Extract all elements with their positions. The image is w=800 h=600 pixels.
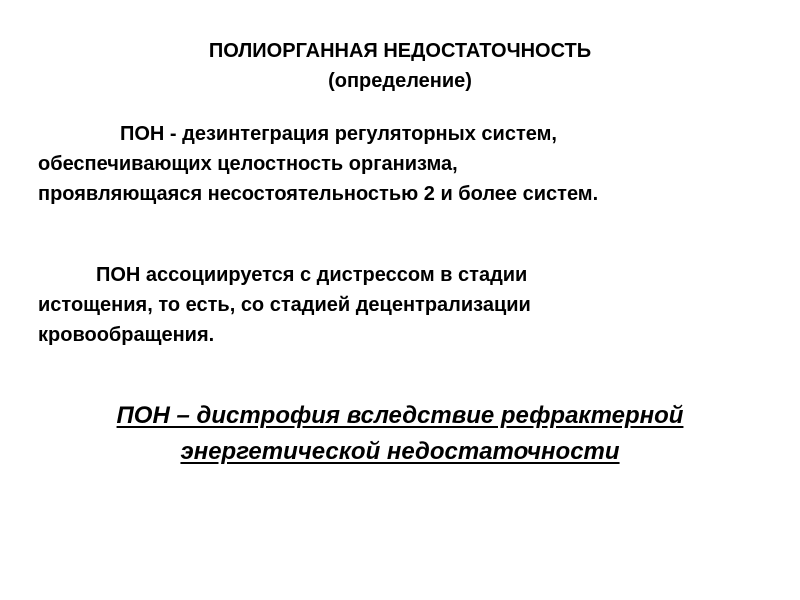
association-line-1: ПОН ассоциируется с дистрессом в стадии	[96, 264, 528, 286]
association-line-3: кровообращения.	[38, 324, 215, 346]
conclusion-statement	[0, 398, 800, 470]
association-paragraph	[38, 260, 798, 350]
definition-line-2: обеспечивающих целостность организма,	[38, 153, 458, 175]
definition-line-1: ПОН - дезинтеграция регуляторных систем,	[120, 123, 557, 145]
association-line-2: истощения, то есть, со стадией децентрализации	[38, 294, 531, 316]
title-line-2: (определение)	[328, 70, 472, 92]
conclusion-line-1: ПОН – дистрофия вследствие рефрактерной	[116, 402, 684, 429]
slide-title	[0, 36, 800, 96]
title-line-1: ПОЛИОРГАННАЯ НЕДОСТАТОЧНОСТЬ	[208, 40, 592, 62]
definition-paragraph	[38, 119, 798, 209]
definition-line-3: проявляющаяся несостоятельностью 2 и более систем.	[38, 183, 599, 205]
conclusion-line-2: энергетической недостаточности	[180, 438, 620, 465]
